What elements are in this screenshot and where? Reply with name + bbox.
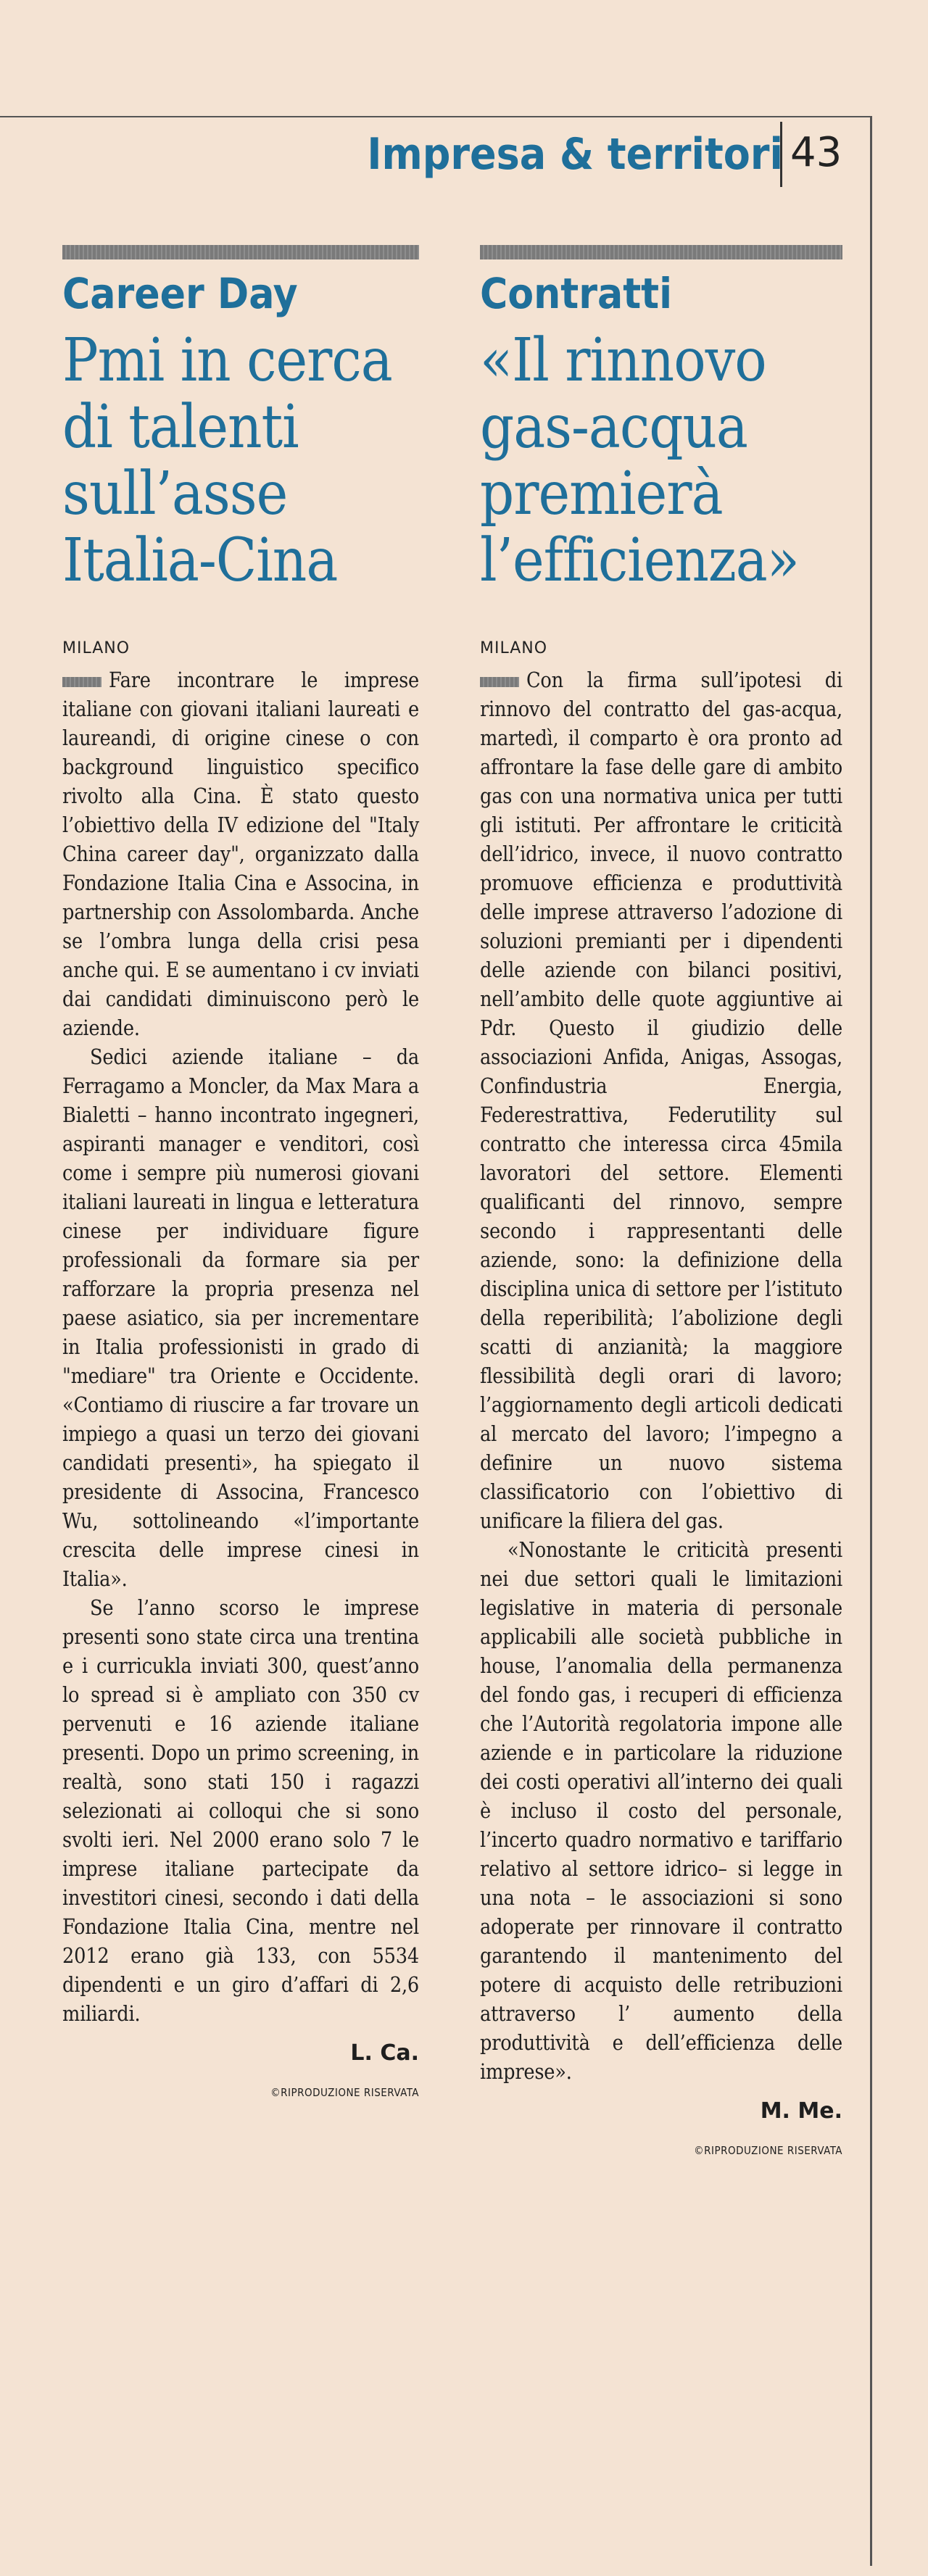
- kicker-bar: [480, 245, 842, 259]
- article-career-day: [62, 245, 419, 2099]
- page-number: 43: [790, 129, 842, 176]
- right-column-rule: [870, 116, 872, 2566]
- author-signature: M. Me.: [760, 2098, 842, 2124]
- paragraph: Con la firma sull’ipotesi di rinnovo del contratto del gas-acqua, martedì, il comparto è ora pronto ad affrontare la fase delle gare di ambito gas con una normativa unica per tutti gli istituti. Per affrontare le criticità dell’idrico, invece, il nuovo contratto promuove efficienza e produttività delle imprese attraverso l’adozione di soluzioni premianti per i dipendenti delle aziende con bilanci positivi, nell’ambito delle quote aggiuntive ai Pdr. Questo il giudizio delle associazioni Anfida, Anigas, Assogas, Confindustria Energia, Federestrattiva, Federutility sul contratto che interessa circa 45mila lavoratori del settore. Elementi qualificanti del rinnovo, sempre secondo i rappresentanti delle aziende, sono: la definizione della disciplina unica di settore per l’istituto della reperibilità; l’abolizione degli scatti di anzianità; la maggiore flessibilità degli orari di lavoro; l’aggiornamento degli articoli dedicati al mercato del lavoro; l’impegno a definire un nuovo sistema classificatorio con l’obiettivo di unificare la filiera del gas.: [480, 668, 842, 1533]
- section-heading: Impresa & territori: [367, 129, 783, 180]
- paragraph: Fare incontrare le imprese italiane con giovani italiani laureati e laureandi, di origine cinese o con background linguistico specifico rivolto alla Cina. È stato questo l’obiettivo della IV edizione del "Italy China career day", organizzato dalla Fondazione Italia Cina e Associna, in partnership con Assolombarda. Anche se l’ombra lunga della crisi pesa anche qui. E se aumentano i cv inviati dai candidati diminuiscono però le aziende.: [62, 668, 419, 1040]
- article-kicker: Contratti: [480, 269, 672, 318]
- article-body: [62, 666, 419, 2029]
- kicker-bar: [62, 245, 419, 259]
- paragraph: Se l’anno scorso le imprese presenti sono state circa una trentina e i curricukla inviati 300, quest’anno lo spread si è ampliato con 350 cv pervenuti e 16 aziende italiane presenti. Dopo un primo screening, in realtà, sono stati 150 i ragazzi selezionati ai colloqui che si sono svolti ieri. Nel 2000 erano solo 7 le imprese italiane partecipate da investitori cinesi, secondo i dati della Fondazione Italia Cina, mentre nel 2012 erano già 133, con 5534 dipendenti e un giro d’affari di 2,6 miliardi.: [62, 1596, 419, 2026]
- author-signature: L. Ca.: [350, 2040, 419, 2066]
- copyright-notice: ©RIPRODUZIONE RISERVATA: [694, 2144, 842, 2157]
- header-separator: [780, 122, 782, 187]
- dateline: MILANO: [480, 639, 548, 657]
- copyright-notice: ©RIPRODUZIONE RISERVATA: [270, 2086, 419, 2099]
- paragraph: Sedici aziende italiane – da Ferragamo a Moncler, da Max Mara a Bialetti – hanno incontrato ingegneri, aspiranti manager e venditori, così come i sempre più numerosi giovani italiani laureati in lingua e letteratura cinese per individuare figure professionali da formare sia per rafforzare la propria presenza nel paese asiatico, sia per incrementare in Italia professionisti in grado di "mediare" tra Oriente e Occidente. «Contiamo di riuscire a far trovare un impiego a quasi un terzo dei giovani candidati presenti», ha spiegato il presidente di Associna, Francesco Wu, sottolineando «l’importante crescita delle imprese cinesi in Italia».: [62, 1045, 419, 1591]
- article-title: Pmi in cerca di talenti sull’asse Italia-Cina: [62, 326, 392, 595]
- lead-marker: [480, 677, 519, 687]
- article-body: [480, 666, 842, 2087]
- article-kicker: Career Day: [62, 269, 298, 318]
- paragraph: «Nonostante le criticità presenti nei due settori quali le limitazioni legislative in materia di personale applicabili alle società pubbliche in house, l’anomalia della permanenza del fondo gas, i recuperi di efficienza che l’Autorità regolatoria impone alle aziende e in particolare la riduzione dei costi operativi all’interno dei quali è incluso il costo del personale, l’incerto quadro normativo e tariffario relativo al settore idrico– si legge in una nota – le associazioni si sono adoperate per rinnovare il contratto garantendo il mantenimento del potere di acquisto delle retribuzioni attraverso l’ aumento della produttività e dell’efficienza delle imprese».: [480, 1538, 842, 2084]
- top-rule: [0, 116, 870, 117]
- article-title: «Il rinnovo gas-acqua premierà l’efficienza»: [480, 326, 799, 595]
- lead-marker: [62, 677, 102, 687]
- article-contratti: [480, 245, 842, 2157]
- dateline: MILANO: [62, 639, 130, 657]
